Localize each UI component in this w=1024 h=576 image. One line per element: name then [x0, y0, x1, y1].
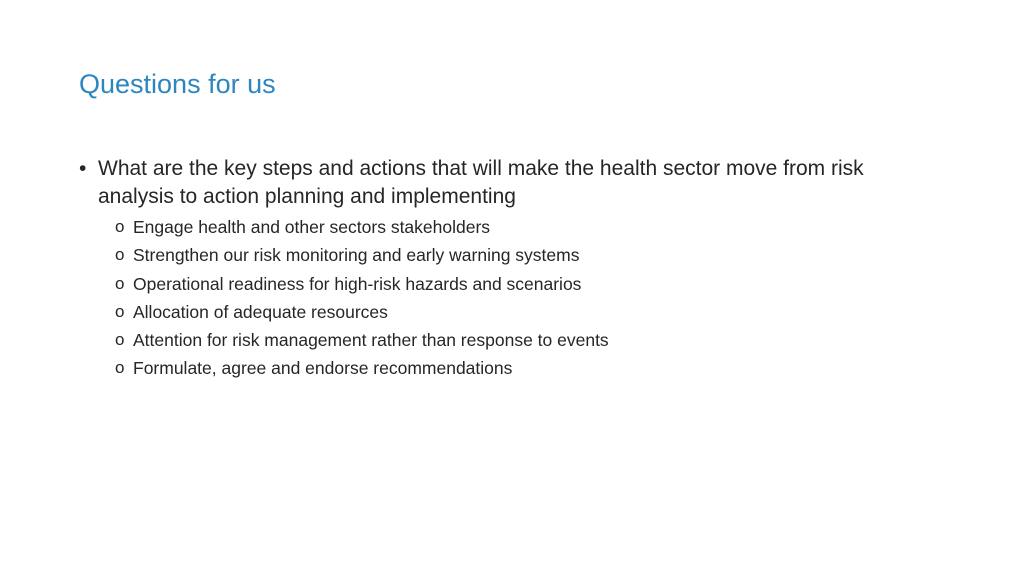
- sub-bullet-text: Formulate, agree and endorse recommendations: [133, 358, 513, 379]
- sub-bullet-list: [98, 213, 939, 383]
- sub-bullet-text: Strengthen our risk monitoring and early warning systems: [133, 245, 580, 266]
- sub-bullet-text: Engage health and other sectors stakeholders: [133, 217, 491, 237]
- slide-title: Questions for us: [79, 69, 276, 99]
- bullet-list: [79, 155, 939, 383]
- sub-bullet-item: [115, 270, 939, 298]
- sub-bullet-marker: o: [115, 245, 125, 265]
- sub-bullet-marker: o: [115, 330, 125, 350]
- sub-bullet-marker: o: [115, 273, 125, 293]
- sub-bullet-item: [115, 354, 939, 382]
- sub-bullet-text: Operational readiness for high-risk hazards and scenarios: [133, 273, 582, 294]
- sub-bullet-item: [115, 298, 939, 326]
- sub-bullet-item: [115, 326, 939, 354]
- sub-bullet-item: [115, 213, 939, 241]
- sub-bullet-text: Allocation of adequate resources: [133, 301, 388, 322]
- bullet-item: [79, 155, 939, 383]
- bullet-text: What are the key steps and actions that will make the health sector move from risk analysis to action planning and implementing: [98, 157, 864, 208]
- sub-bullet-marker: o: [115, 358, 125, 378]
- sub-bullet-item: [115, 241, 939, 269]
- sub-bullet-marker: o: [115, 301, 125, 321]
- sub-bullet-marker: o: [115, 217, 125, 236]
- bullet-marker: •: [79, 157, 87, 180]
- sub-bullet-text: Attention for risk management rather than response to events: [133, 330, 609, 351]
